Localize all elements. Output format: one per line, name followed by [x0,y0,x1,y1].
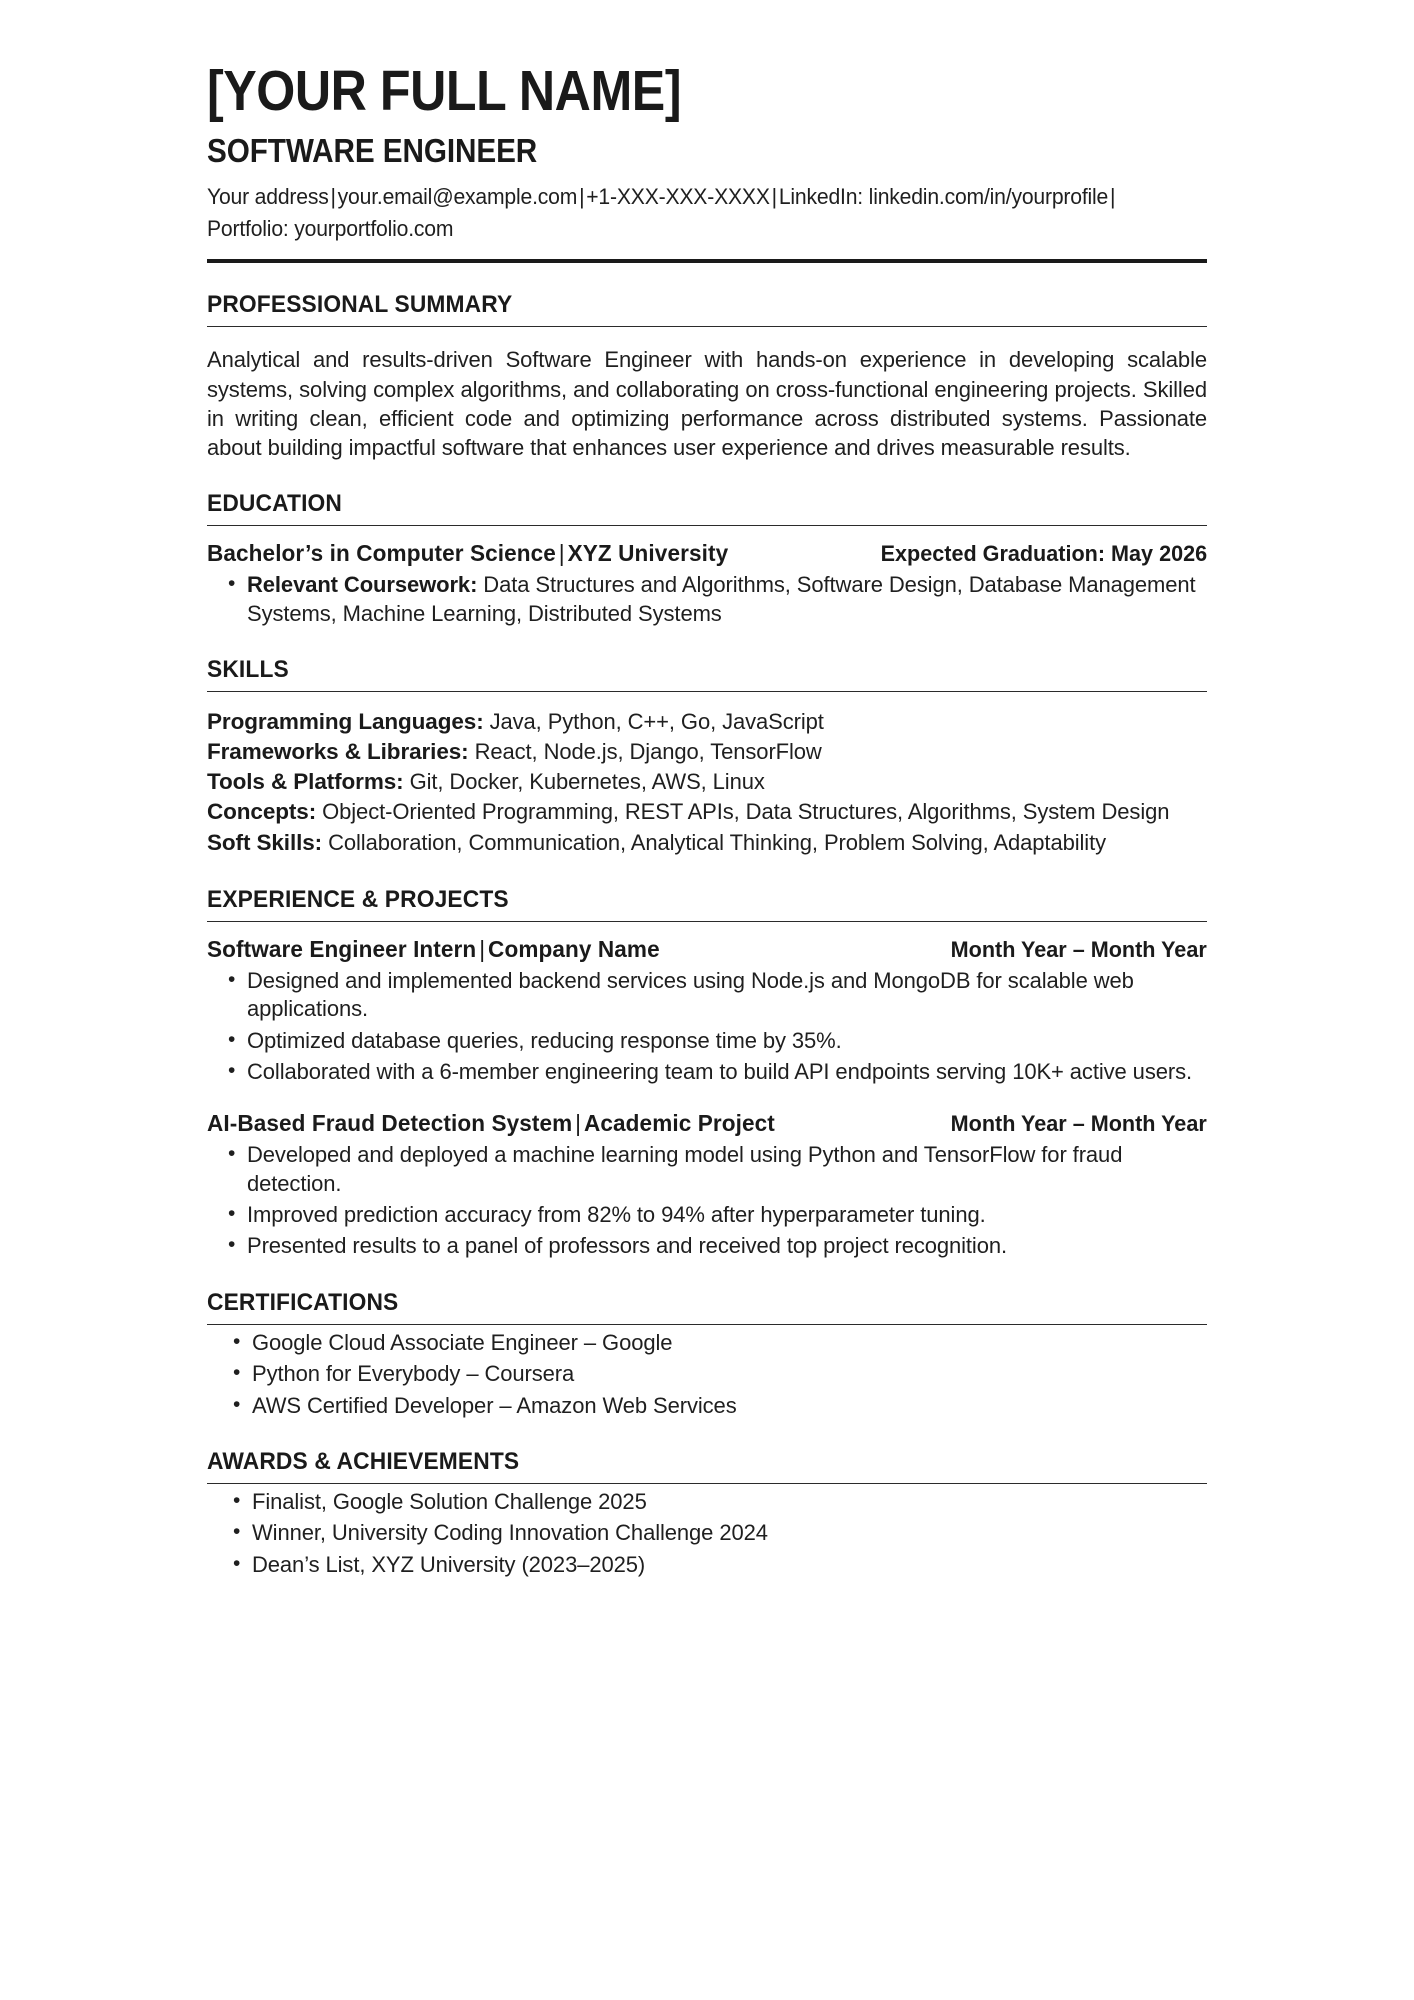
skill-value: Java, Python, C++, Go, JavaScript [483,709,824,735]
skill-label: Concepts: [207,799,317,825]
skill-label: Programming Languages: [207,709,484,735]
skill-value: Git, Docker, Kubernetes, AWS, Linux [403,769,765,795]
contact-linkedin[interactable]: LinkedIn: linkedin.com/in/yourprofile [778,184,1109,210]
skill-label: Frameworks & Libraries: [207,739,469,765]
education-degree: Bachelor’s in Computer Science [207,540,556,567]
job-title: SOFTWARE ENGINEER [207,131,538,169]
section-skills [207,656,1207,858]
experience-entry-header [207,936,1207,963]
skill-row [207,828,1207,858]
experience-date-range: Month Year – Month Year [950,936,1207,962]
section-heading-skills: SKILLS [207,656,289,684]
list-item: • Optimized database queries, reducing response time by 35%. [207,1027,1207,1055]
experience-role: AI-Based Fraud Detection System [207,1110,573,1137]
header-divider [207,259,1207,263]
education-degree-line [207,540,728,567]
list-item: • Developed and deployed a machine learning model using Python and TensorFlow for fraud detection. [207,1141,1207,1198]
contact-separator: | [1110,184,1116,210]
experience-title-line [207,936,660,963]
experience-organization: Academic Project [584,1110,775,1137]
list-item: • Google Cloud Associate Engineer – Google [207,1329,1207,1357]
education-entry-header [207,540,1207,567]
list-item: • AWS Certified Developer – Amazon Web Services [207,1392,1207,1420]
list-item: • Improved prediction accuracy from 82% to 94% after hyperparameter tuning. [207,1201,1207,1229]
skill-row [207,707,1207,737]
skill-row [207,737,1207,767]
section-heading-certifications: CERTIFICATIONS [207,1288,399,1316]
section-heading-summary: PROFESSIONAL SUMMARY [207,291,513,319]
experience-entry-header [207,1110,1207,1137]
contact-separator: | [579,184,585,210]
contact-line [207,181,1147,245]
skill-label: Soft Skills: [207,829,323,855]
contact-separator: | [330,184,336,210]
page-title: [YOUR FULL NAME] [207,59,682,123]
section-education [207,490,1207,628]
experience-entry [207,1110,1207,1261]
certifications-list [207,1329,1207,1420]
list-item: • Finalist, Google Solution Challenge 2025 [207,1488,1207,1516]
experience-entry [207,936,1207,1087]
resume-header [207,59,1207,263]
experience-date-range: Month Year – Month Year [950,1111,1207,1137]
entry-spacer [207,1086,1207,1096]
section-divider [207,1483,1207,1484]
section-heading-experience: EXPERIENCE & PROJECTS [207,885,509,913]
section-divider [207,1324,1207,1325]
section-divider [207,921,1207,922]
entry-separator: | [479,935,486,962]
section-heading-education: EDUCATION [207,490,343,518]
entry-separator: | [575,1110,582,1137]
education-bullet-list [207,571,1207,628]
list-item: • Winner, University Coding Innovation Challenge 2024 [207,1519,1207,1547]
experience-title-line [207,1110,775,1137]
list-item: • Presented results to a panel of professors and received top project recognition. [207,1232,1207,1260]
skill-row [207,767,1207,797]
list-item: • Python for Everybody – Coursera [207,1360,1207,1388]
coursework-text: Data Structures and Algorithms, Software Design, Database Management Systems, Machine Learning, Distributed Systems [247,572,1196,626]
skills-list [207,707,1207,858]
section-certifications [207,1289,1207,1420]
skill-value: React, Node.js, Django, TensorFlow [468,739,822,765]
contact-portfolio[interactable]: Portfolio: yourportfolio.com [207,216,454,242]
resume-sheet [207,59,1207,1579]
list-item [207,571,1207,628]
contact-phone[interactable]: +1-XXX-XXX-XXXX [586,184,770,210]
list-item: • Dean’s List, XYZ University (2023–2025) [207,1551,1207,1579]
skill-value: Object-Oriented Programming, REST APIs, Data Structures, Algorithms, System Design [316,799,1170,825]
skill-value: Collaboration, Communication, Analytical Thinking, Problem Solving, Adaptability [322,829,1106,855]
skill-row [207,797,1207,827]
awards-list [207,1488,1207,1579]
contact-address: Your address [207,184,329,210]
section-divider [207,691,1207,692]
experience-bullet-list [207,1141,1207,1261]
experience-bullet-list [207,967,1207,1087]
contact-email[interactable]: your.email@example.com [337,184,578,210]
experience-organization: Company Name [488,935,660,962]
summary-paragraph: Analytical and results-driven Software Engineer with hands-on experience in developing scalable systems, solving complex algorithms, and collaborating on cross-functional engineering projects. Skilled in writing clean, efficient code and optimizing performance across distributed systems. Passionate about building impactful software that enhances user experience and drives measurable results. [207,347,1207,461]
entry-separator: | [558,540,565,567]
section-professional-summary [207,291,1207,462]
section-divider [207,525,1207,526]
list-item: • Collaborated with a 6-member engineering team to build API endpoints serving 10K+ active users. [207,1058,1207,1086]
experience-role: Software Engineer Intern [207,935,477,962]
contact-separator: | [771,184,777,210]
education-institution: XYZ University [567,540,729,567]
skill-label: Tools & Platforms: [207,769,404,795]
section-experience-projects [207,886,1207,1261]
education-graduation-date: Expected Graduation: May 2026 [880,541,1207,567]
coursework-label: Relevant Coursework: [247,572,478,598]
section-heading-awards: AWARDS & ACHIEVEMENTS [207,1447,520,1475]
list-item: • Designed and implemented backend services using Node.js and MongoDB for scalable web applications. [207,967,1207,1024]
section-divider [207,326,1207,327]
section-awards-achievements [207,1448,1207,1579]
